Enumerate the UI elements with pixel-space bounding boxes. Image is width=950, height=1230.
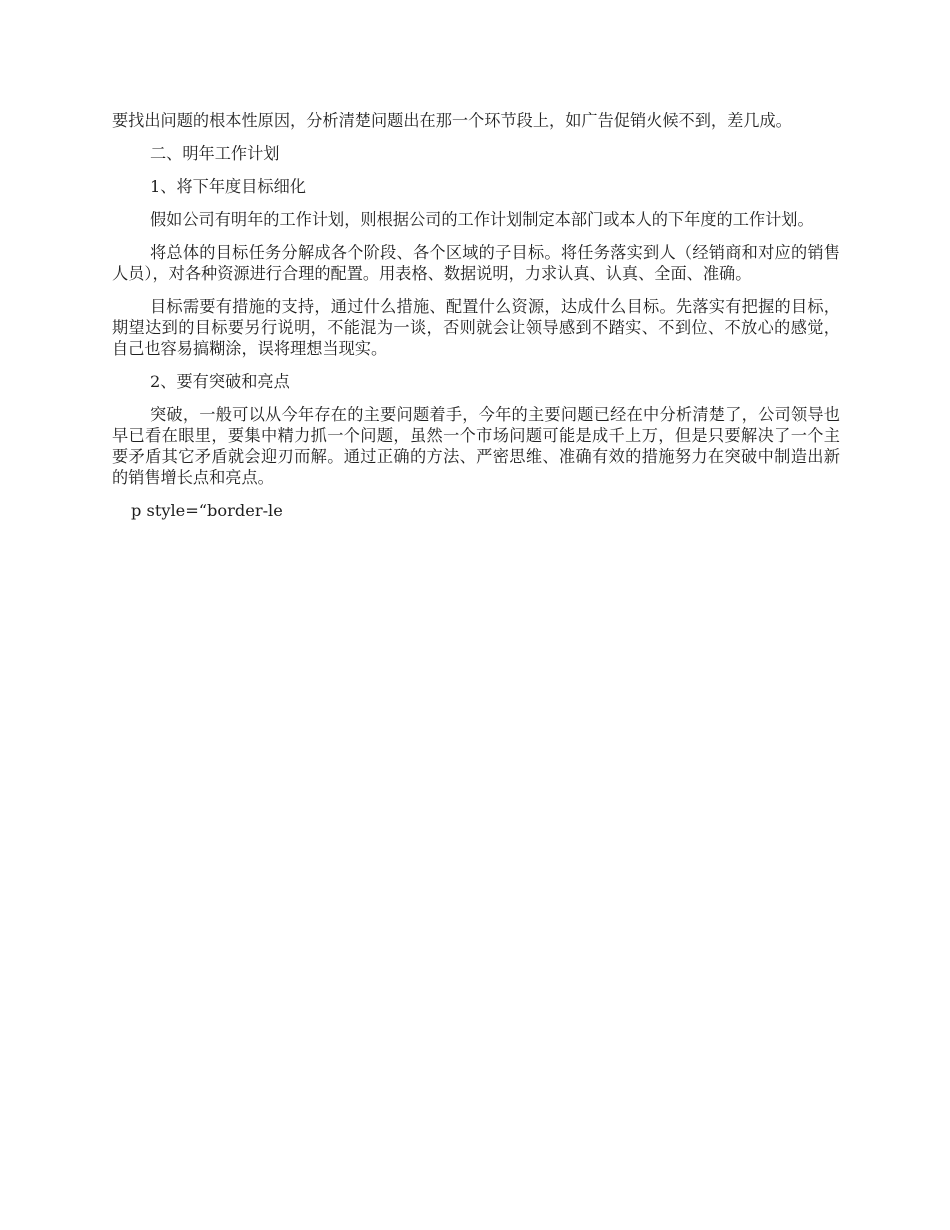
stray-markup-fragment: p style=“border-le: [131, 501, 283, 520]
document-page: [112, 110, 840, 521]
paragraph-decompose-targets: 将总体的目标任务分解成各个阶段、各个区域的子目标。将任务落实到人（经销商和对应的销售人员），对各种资源进行合理的配置。用表格、数据说明，力求认真、认真、全面、准确。: [112, 243, 840, 283]
paragraph-company-plan: 假如公司有明年的工作计划，则根据公司的工作计划制定本部门或本人的下年度的工作计划。: [150, 210, 814, 229]
section-heading-next-year-plan: 二、明年工作计划: [150, 144, 280, 163]
paragraph-breakthrough: 突破，一般可以从今年存在的主要问题着手，今年的主要问题已经在中分析清楚了，公司领导也早已看在眼里，要集中精力抓一个问题，虽然一个市场问题可能是成千上万，但是只要解决了一个主要矛盾其它矛盾就会迎刃而解。通过正确的方法、严密思维、准确有效的措施努力在突破中制造出新的销售增长点和亮点。: [112, 405, 840, 487]
paragraph-intro: 要找出问题的根本性原因，分析清楚问题出在那一个环节段上，如广告促销火候不到，差几成。: [112, 111, 792, 130]
subheading-breakthrough: 2、要有突破和亮点: [150, 372, 290, 391]
subheading-refine-targets: 1、将下年度目标细化: [150, 177, 306, 196]
paragraph-measures-support: 目标需要有措施的支持，通过什么措施、配置什么资源，达成什么目标。先落实有把握的目标，期望达到的目标要另行说明，不能混为一谈，否则就会让领导感到不踏实、不到位、不放心的感觉，自己也容易搞糊涂，误将理想当现实。: [112, 297, 840, 358]
